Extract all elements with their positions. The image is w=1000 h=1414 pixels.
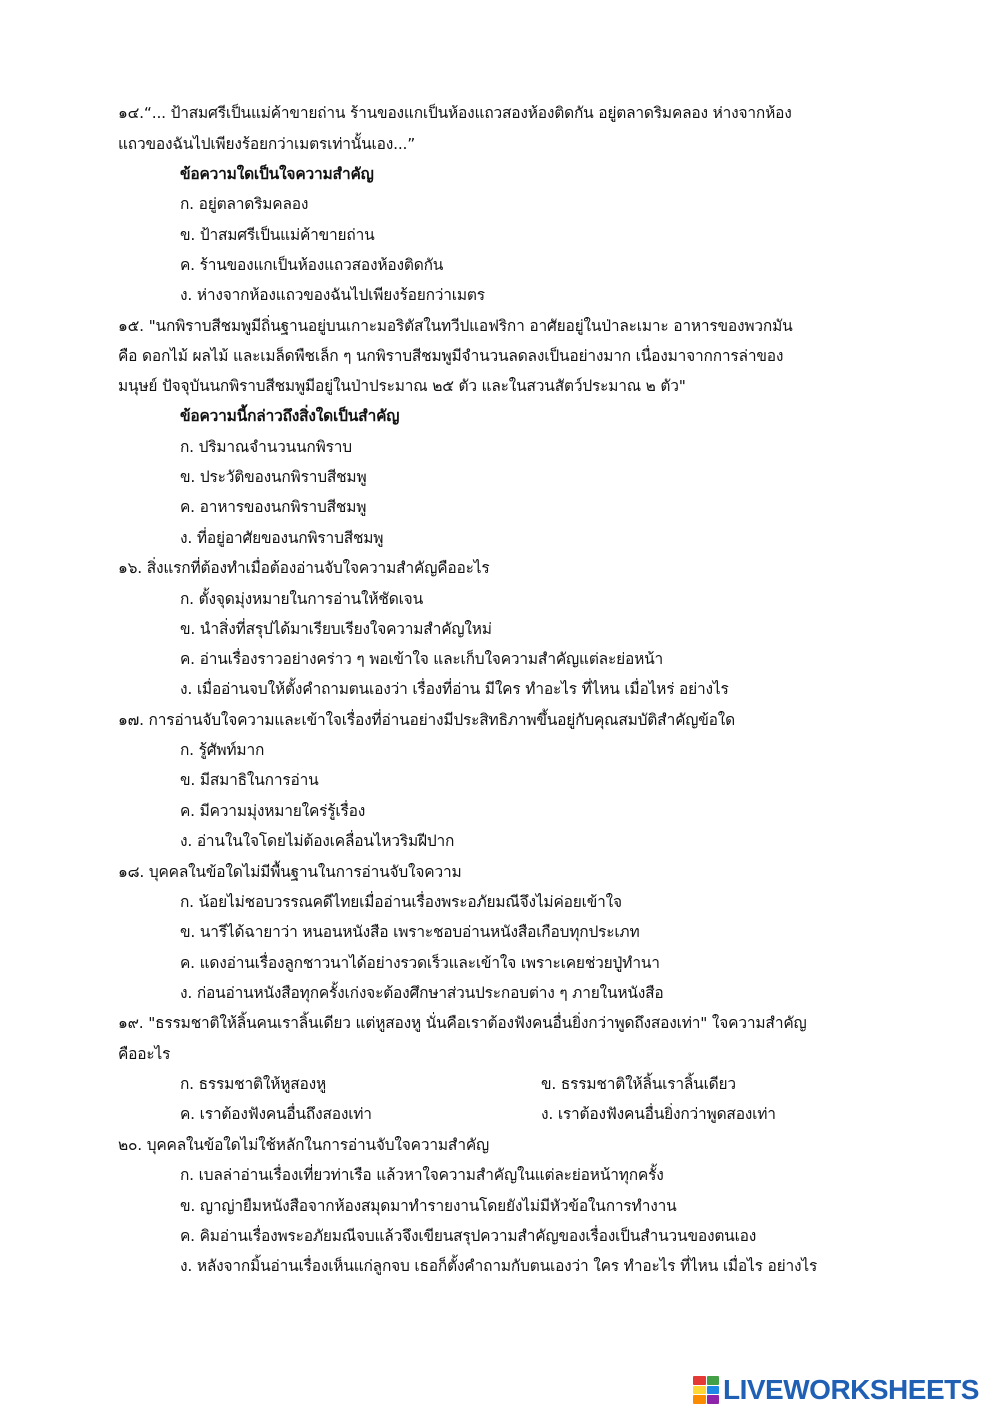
q20-option-d[interactable]: ง. หลังจากมิ้นอ่านเรื่องเห็นแก่ลูกจบ เธอก็ตั้งคำถามกับตนเองว่า ใคร ทำอะไร ที่ไหน เมื่อไร อย่างไร <box>180 1257 818 1275</box>
liveworksheets-logo[interactable] <box>693 1373 979 1407</box>
q14-prompt: ข้อความใดเป็นใจความสำคัญ <box>180 165 374 183</box>
q16-option-c[interactable]: ค. อ่านเรื่องราวอย่างคร่าว ๆ พอเข้าใจ และเก็บใจความสำคัญแต่ละย่อหน้า <box>180 650 664 668</box>
q17-option-d[interactable]: ง. อ่านในใจโดยไม่ต้องเคลื่อนไหวริมฝีปาก <box>180 832 455 850</box>
q16-option-d[interactable]: ง. เมื่ออ่านจบให้ตั้งคำถามตนเองว่า เรื่องที่อ่าน มีใคร ทำอะไร ที่ไหน เมื่อไหร่ อย่างไร <box>180 680 729 698</box>
q15-line-3: มนุษย์ ปัจจุบันนกพิราบสีชมพูมีอยู่ในป่าประมาณ ๒๕ ตัว และในสวนสัตว์ประมาณ ๒ ตัว" <box>118 377 686 395</box>
q14-line-1: ๑๔.“... ป้าสมศรีเป็นแม่ค้าขายถ่าน ร้านของแกเป็นห้องแถวสองห้องติดกัน อยู่ตลาดริมคลอง ห่างจากห้อง <box>118 104 792 122</box>
q15-line-1: ๑๕. "นกพิราบสีชมพูมีถิ่นฐานอยู่บนเกาะมอริตัสในทวีปแอฟริกา อาศัยอยู่ในป่าละเมาะ อาหารของพวกมัน <box>118 317 793 335</box>
q17-option-a[interactable]: ก. รู้ศัพท์มาก <box>180 741 265 759</box>
q19-line-2: คืออะไร <box>118 1045 171 1063</box>
q17-option-c[interactable]: ค. มีความมุ่งหมายใคร่รู้เรื่อง <box>180 802 366 820</box>
q15-prompt: ข้อความนี้กล่าวถึงสิ่งใดเป็นสำคัญ <box>180 407 400 425</box>
q20-option-b[interactable]: ข. ญาญ่ายืมหนังสือจากห้องสมุดมาทำรายงานโดยยังไม่มีหัวข้อในการทำงาน <box>180 1197 677 1215</box>
q17-line-1: ๑๗. การอ่านจับใจความและเข้าใจเรื่องที่อ่านอย่างมีประสิทธิภาพขึ้นอยู่กับคุณสมบัติสำคัญข้อใด <box>118 711 735 729</box>
q16-option-b[interactable]: ข. นำสิ่งที่สรุปได้มาเรียบเรียงใจความสำคัญใหม่ <box>180 620 492 638</box>
q18-line-1: ๑๘. บุคคลในข้อใดไม่มีพื้นฐานในการอ่านจับใจความ <box>118 863 462 881</box>
q16-line-1: ๑๖. สิ่งแรกที่ต้องทำเมื่อต้องอ่านจับใจความสำคัญคืออะไร <box>118 559 490 577</box>
q15-line-2: คือ ดอกไม้ ผลไม้ และเมล็ดพืชเล็ก ๆ นกพิราบสีชมพูมีจำนวนลดลงเป็นอย่างมาก เนื่องมาจากการล่าของ <box>118 347 784 365</box>
q18-option-b[interactable]: ข. นารีได้ฉายาว่า หนอนหนังสือ เพราะชอบอ่านหนังสือเกือบทุกประเภท <box>180 923 640 941</box>
q20-option-c[interactable]: ค. คิมอ่านเรื่องพระอภัยมณีจบแล้วจึงเขียนสรุปความสำคัญของเรื่องเป็นสำนวนของตนเอง <box>180 1227 757 1245</box>
q15-option-b[interactable]: ข. ประวัติของนกพิราบสีชมพู <box>180 468 367 486</box>
q19-option-d[interactable]: ง. เราต้องฟังคนอื่นยิ่งกว่าพูดสองเท่า <box>541 1105 776 1123</box>
q19-option-a[interactable]: ก. ธรรมชาติให้หูสองหู <box>180 1075 327 1093</box>
q14-option-c[interactable]: ค. ร้านของแกเป็นห้องแถวสองห้องติดกัน <box>180 256 444 274</box>
q20-option-a[interactable]: ก. เบลล่าอ่านเรื่องเที่ยวท่าเรือ แล้วหาใจความสำคัญในแต่ละย่อหน้าทุกครั้ง <box>180 1166 664 1184</box>
q14-option-a[interactable]: ก. อยู่ตลาดริมคลอง <box>180 195 309 213</box>
q20-line-1: ๒๐. บุคคลในข้อใดไม่ใช้หลักในการอ่านจับใจความสำคัญ <box>118 1136 490 1154</box>
q19-option-b[interactable]: ข. ธรรมชาติให้ลิ้นเราลิ้นเดียว <box>541 1075 736 1093</box>
q18-option-c[interactable]: ค. แดงอ่านเรื่องลูกชาวนาได้อย่างรวดเร็วและเข้าใจ เพราะเคยช่วยปู่ทำนา <box>180 954 660 972</box>
q15-option-d[interactable]: ง. ที่อยู่อาศัยของนกพิราบสีชมพู <box>180 529 384 547</box>
q19-option-c[interactable]: ค. เราต้องฟังคนอื่นถึงสองเท่า <box>180 1105 372 1123</box>
q16-option-a[interactable]: ก. ตั้งจุดมุ่งหมายในการอ่านให้ชัดเจน <box>180 590 423 608</box>
q15-option-c[interactable]: ค. อาหารของนกพิราบสีชมพู <box>180 498 367 516</box>
q18-option-d[interactable]: ง. ก่อนอ่านหนังสือทุกครั้งเก่งจะต้องศึกษาส่วนประกอบต่าง ๆ ภายในหนังสือ <box>180 984 664 1002</box>
liveworksheets-logo-icon <box>693 1376 719 1404</box>
q14-option-d[interactable]: ง. ห่างจากห้องแถวของฉันไปเพียงร้อยกว่าเมตร <box>180 286 485 304</box>
q15-option-a[interactable]: ก. ปริมาณจำนวนนกพิราบ <box>180 438 352 456</box>
q18-option-a[interactable]: ก. น้อยไม่ชอบวรรณคดีไทยเมื่ออ่านเรื่องพระอภัยมณีจึงไม่ค่อยเข้าใจ <box>180 893 622 911</box>
q17-option-b[interactable]: ข. มีสมาธิในการอ่าน <box>180 771 319 789</box>
q14-line-2: แถวของฉันไปเพียงร้อยกว่าเมตรเท่านั้นเอง...” <box>118 135 416 153</box>
liveworksheets-logo-text: LIVEWORKSHEETS <box>723 1374 979 1405</box>
q19-line-1: ๑๙. "ธรรมชาติให้ลิ้นคนเราลิ้นเดียว แต่หูสองหู นั่นคือเราต้องฟังคนอื่นยิ่งกว่าพูดถึงสองเท่า" ใจความสำคัญ <box>118 1014 807 1032</box>
q14-option-b[interactable]: ข. ป้าสมศรีเป็นแม่ค้าขายถ่าน <box>180 226 375 244</box>
